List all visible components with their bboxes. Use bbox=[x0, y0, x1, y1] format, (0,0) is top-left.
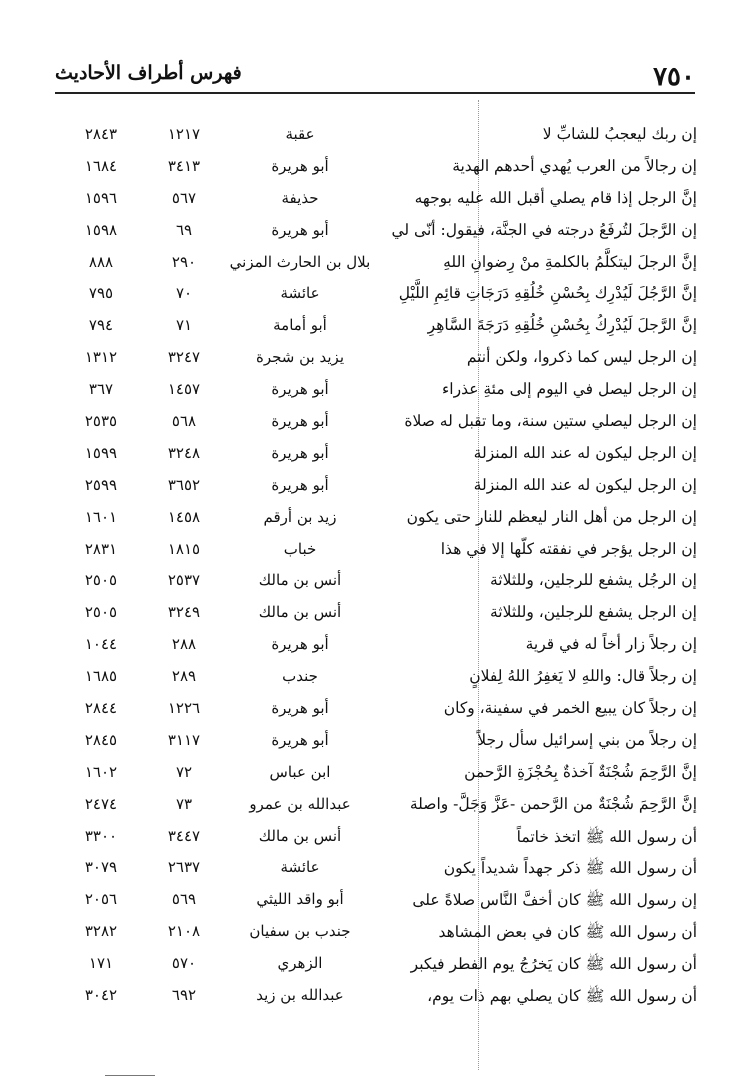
reference-number: ١٦٨٤ bbox=[84, 156, 118, 175]
hadith-number: ٧٢ bbox=[175, 762, 193, 781]
reference-number: ٢٠٥٦ bbox=[84, 890, 118, 909]
reference-number: ٢٨٣١ bbox=[84, 539, 118, 558]
hadith-text: إن رجلاً زار أخاً له في قرية bbox=[525, 635, 697, 654]
index-row bbox=[0, 918, 755, 950]
reference-number: ٣٠٧٩ bbox=[84, 858, 118, 877]
hadith-text: إنَّ الرجلَ ليتكلَّمُ بالكلمةِ منْ رِضوانِ اللهِ bbox=[443, 252, 697, 271]
narrator-name: أبو هريرة bbox=[271, 699, 329, 718]
index-row bbox=[0, 217, 755, 249]
hadith-number: ٥٦٩ bbox=[171, 890, 197, 909]
hadith-text: إنَّ الرَّجلَ لَيُدْرِكُ بِحُسْنِ خُلُقِهِ دَرَجَةَ السَّاهِرِ bbox=[427, 316, 697, 335]
index-row bbox=[0, 982, 755, 1014]
index-row bbox=[0, 440, 755, 472]
hadith-text: إن الرجل يؤجر في نفقته كلّها إلا في هذا bbox=[440, 539, 697, 558]
hadith-number: ٢٨٩ bbox=[171, 667, 197, 686]
hadith-text: إن الرجل من أهل النار ليعظم للنار حتى يكون bbox=[406, 507, 697, 526]
hadith-number: ٥٦٧ bbox=[171, 188, 197, 207]
hadith-number: ٣١١٧ bbox=[167, 730, 201, 749]
reference-number: ٣٢٨٢ bbox=[84, 922, 118, 941]
hadith-number: ١٢٢٦ bbox=[167, 699, 201, 718]
narrator-name: أبو هريرة bbox=[271, 443, 329, 462]
hadith-text: إن الرجل ليكون له عند الله المنزلة bbox=[473, 443, 697, 462]
hadith-number: ١٢١٧ bbox=[167, 125, 201, 143]
hadith-text: إن الرجل يشفع للرجلين، وللثلاثة bbox=[489, 603, 697, 622]
index-row bbox=[0, 663, 755, 695]
index-row bbox=[0, 344, 755, 376]
hadith-text: أن رسول الله ﷺ كان يصلي بهم ذات يوم، bbox=[427, 987, 697, 1006]
hadith-number: ٣٤٤٧ bbox=[167, 826, 201, 845]
hadith-text: إن الرجل ليكون له عند الله المنزلة bbox=[473, 475, 697, 494]
reference-number: ٢٥٣٥ bbox=[84, 412, 118, 431]
reference-number: ١٥٩٦ bbox=[84, 188, 118, 207]
hadith-text: إن رجالاً من العرب يُهدي أحدهم الهدية bbox=[452, 156, 697, 175]
reference-number: ١٥٩٩ bbox=[84, 443, 118, 462]
page-title: فهرس أطراف الأحاديث bbox=[55, 62, 242, 84]
reference-number: ٣٦٧ bbox=[88, 380, 114, 399]
hadith-number: ٣٢٤٩ bbox=[167, 603, 201, 622]
reference-number: ٧٩٥ bbox=[88, 284, 114, 303]
hadith-number: ٧٣ bbox=[175, 794, 193, 813]
narrator-name: بلال بن الحارث المزني bbox=[229, 252, 371, 271]
hadith-text: إن رجلاً قال: واللهِ لا يَغفِرُ اللهُ لِفلانٍ bbox=[469, 667, 697, 686]
reference-number: ٧٩٤ bbox=[88, 316, 114, 335]
narrator-name: زيد بن أرقم bbox=[263, 507, 337, 526]
reference-number: ٢٨٤٤ bbox=[84, 699, 118, 718]
hadith-number: ٦٩ bbox=[175, 220, 193, 239]
index-row bbox=[0, 886, 755, 918]
reference-number: ١٦٠١ bbox=[84, 507, 118, 526]
narrator-name: أبو واقد الليثي bbox=[256, 890, 344, 909]
reference-number: ١٦٠٢ bbox=[84, 762, 118, 781]
index-row bbox=[0, 631, 755, 663]
narrator-name: أبو هريرة bbox=[271, 156, 329, 175]
reference-number: ٢٥٠٥ bbox=[84, 603, 118, 622]
hadith-number: ٣٢٤٨ bbox=[167, 443, 201, 462]
hadith-number: ٣٤١٣ bbox=[167, 156, 201, 175]
narrator-name: أبو هريرة bbox=[271, 635, 329, 654]
narrator-name: أنس بن مالك bbox=[258, 826, 342, 845]
hadith-number: ٥٧٠ bbox=[171, 954, 197, 973]
narrator-name: جندب بن سفيان bbox=[249, 922, 351, 941]
hadith-number: ٣٦٥٢ bbox=[167, 475, 201, 494]
hadith-number: ٦٩٢ bbox=[171, 986, 197, 1005]
hadith-text: إن الرَّجلَ لتُرفَعُ درجته في الجنَّة، فيقول: أنّى لي bbox=[391, 220, 697, 239]
index-row bbox=[0, 854, 755, 886]
hadith-number: ٧١ bbox=[175, 316, 193, 335]
hadith-number: ٢٥٣٧ bbox=[167, 571, 201, 590]
hadith-text: إن رجلاً كان يبيع الخمر في سفينة، وكان bbox=[443, 699, 697, 718]
narrator-name: أبو أمامة bbox=[273, 316, 327, 335]
narrator-name: أبو هريرة bbox=[271, 220, 329, 239]
narrator-name: أنس بن مالك bbox=[258, 603, 342, 622]
index-row bbox=[0, 153, 755, 185]
reference-number: ٨٨٨ bbox=[88, 252, 114, 271]
hadith-text: إنَّ الرجل إذا قام يصلي أقبل الله عليه بوجهه bbox=[414, 188, 697, 207]
hadith-text: أن رسول الله ﷺ اتخذ خاتماً bbox=[516, 827, 697, 846]
index-row bbox=[0, 376, 755, 408]
footer-mark bbox=[105, 1075, 155, 1076]
narrator-name: أبو هريرة bbox=[271, 730, 329, 749]
reference-number: ٢٥٩٩ bbox=[84, 475, 118, 494]
index-row bbox=[0, 312, 755, 344]
narrator-name: جندب bbox=[282, 667, 318, 686]
narrator-name: أبو هريرة bbox=[271, 380, 329, 399]
reference-number: ٢٨٤٣ bbox=[84, 125, 118, 143]
reference-number: ١٦٨٥ bbox=[84, 667, 118, 686]
hadith-index-list bbox=[0, 121, 755, 1014]
hadith-number: ١٨١٥ bbox=[167, 539, 201, 558]
hadith-number: ٥٦٨ bbox=[171, 412, 197, 431]
hadith-text: إن الرجُل يشفع للرجلين، وللثلاثة bbox=[489, 571, 697, 590]
narrator-name: عبدالله بن عمرو bbox=[249, 794, 351, 813]
hadith-text: إن رسول الله ﷺ كان أخفَّ النَّاس صلاةً على bbox=[412, 891, 697, 910]
narrator-name: يزيد بن شجرة bbox=[255, 348, 344, 367]
narrator-name: عائشة bbox=[280, 284, 320, 303]
hadith-text: إن ربك ليعجبُ للشابِّ لا bbox=[542, 125, 697, 143]
index-row bbox=[0, 121, 755, 153]
narrator-name: خباب bbox=[283, 539, 317, 558]
index-row bbox=[0, 504, 755, 536]
reference-number: ١٣١٢ bbox=[84, 348, 118, 367]
reference-number: ١٥٩٨ bbox=[84, 220, 118, 239]
index-row bbox=[0, 727, 755, 759]
reference-number: ٢٥٠٥ bbox=[84, 571, 118, 590]
index-row bbox=[0, 408, 755, 440]
hadith-text: إنَّ الرَّحِمَ شُجْنَةٌ من الرَّحمن -عَزَّ وَجَلَّ- واصلة bbox=[409, 794, 697, 813]
hadith-text: إنَّ الرَّحِمَ شُجْنَةٌ آخذةٌ بِحُجْزَةِ الرَّحمن bbox=[464, 762, 697, 781]
index-row bbox=[0, 249, 755, 281]
hadith-number: ٢٦٣٧ bbox=[167, 858, 201, 877]
header-rule bbox=[55, 92, 695, 94]
hadith-number: ٢١٠٨ bbox=[167, 922, 201, 941]
page-number: ٧٥٠ bbox=[653, 62, 695, 92]
narrator-name: عقبة bbox=[285, 125, 315, 143]
index-row bbox=[0, 567, 755, 599]
page-header bbox=[55, 52, 695, 92]
narrator-name: حذيفة bbox=[281, 188, 319, 207]
hadith-text: إن الرجل ليصلي ستين سنة، وما تقبل له صلاة bbox=[404, 412, 697, 431]
narrator-name: عائشة bbox=[280, 858, 320, 877]
index-row bbox=[0, 599, 755, 631]
hadith-text: أن رسول الله ﷺ كان في بعض المشاهد bbox=[438, 923, 697, 942]
hadith-text: أن رسول الله ﷺ كان يَخرُجُ يوم الفطر فيكبر bbox=[410, 955, 697, 974]
index-row bbox=[0, 950, 755, 982]
reference-number: ١٧١ bbox=[88, 954, 114, 973]
reference-number: ١٠٤٤ bbox=[84, 635, 118, 654]
index-row bbox=[0, 759, 755, 791]
hadith-number: ١٤٥٧ bbox=[167, 380, 201, 399]
hadith-text: إن الرجل ليس كما ذكروا، ولكن أنتم bbox=[466, 348, 697, 367]
reference-number: ٣٠٤٢ bbox=[84, 986, 118, 1005]
narrator-name: الزهري bbox=[277, 954, 323, 973]
hadith-number: ٣٢٤٧ bbox=[167, 348, 201, 367]
hadith-number: ٢٨٨ bbox=[171, 635, 197, 654]
narrator-name: ابن عباس bbox=[269, 762, 331, 781]
hadith-number: ١٤٥٨ bbox=[167, 507, 201, 526]
narrator-name: أبو هريرة bbox=[271, 475, 329, 494]
narrator-name: أبو هريرة bbox=[271, 412, 329, 431]
hadith-text: أن رسول الله ﷺ ذكر جهداً شديداً يكون bbox=[443, 859, 697, 878]
index-row bbox=[0, 472, 755, 504]
index-row bbox=[0, 185, 755, 217]
hadith-text: إن رجلاً من بني إسرائيل سأل رجلاً bbox=[477, 730, 697, 749]
index-row bbox=[0, 280, 755, 312]
index-row bbox=[0, 536, 755, 568]
hadith-number: ٢٩٠ bbox=[171, 252, 197, 271]
reference-number: ٢٨٤٥ bbox=[84, 730, 118, 749]
index-row bbox=[0, 791, 755, 823]
index-row bbox=[0, 695, 755, 727]
hadith-text: إن الرجل ليصل في اليوم إلى مئةِ عذراء bbox=[441, 380, 697, 399]
narrator-name: عبدالله بن زيد bbox=[256, 986, 344, 1005]
hadith-text: إنَّ الرَّجُلَ لَيُدْرِك بِحُسْنِ خُلُقِهِ دَرَجَاتِ قائِمِ اللَّيْلِ bbox=[398, 284, 697, 303]
narrator-name: أنس بن مالك bbox=[258, 571, 342, 590]
index-row bbox=[0, 823, 755, 855]
hadith-number: ٧٠ bbox=[175, 284, 193, 303]
reference-number: ٣٣٠٠ bbox=[84, 826, 118, 845]
reference-number: ٢٤٧٤ bbox=[84, 794, 118, 813]
